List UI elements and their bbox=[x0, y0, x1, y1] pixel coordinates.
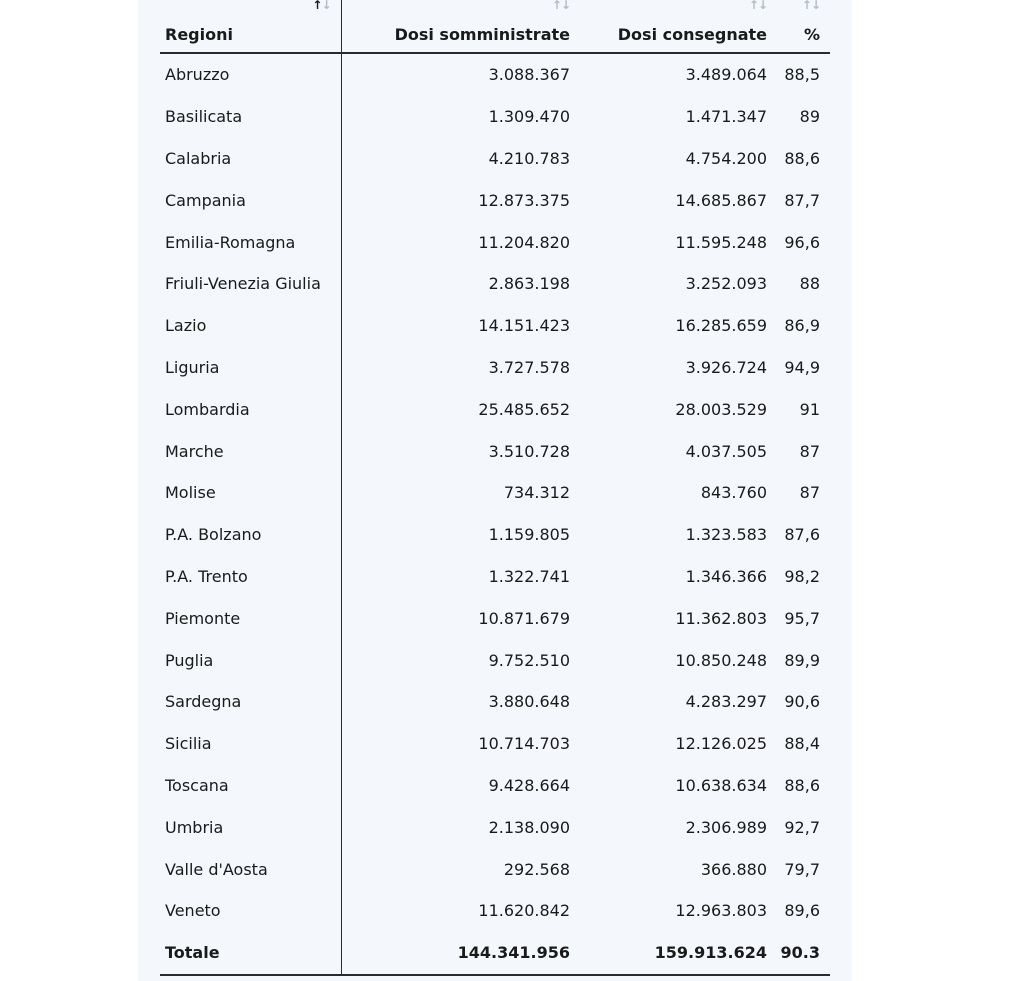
cell-region: Friuli-Venezia Giulia bbox=[160, 263, 341, 305]
cell-dosi-consegnate: 10.638.634 bbox=[675, 775, 767, 795]
cell-dosi-somministrate: 3.088.367 bbox=[488, 65, 570, 85]
cell-percent: 87 bbox=[799, 441, 820, 461]
cell-region: Calabria bbox=[160, 138, 341, 180]
table-row bbox=[160, 848, 830, 890]
cell-region: Lazio bbox=[160, 305, 341, 347]
cell-dosi-somministrate: 4.210.783 bbox=[488, 148, 570, 168]
cell-percent: 88,6 bbox=[784, 775, 820, 795]
table-row bbox=[160, 723, 830, 765]
table-row bbox=[160, 806, 830, 848]
vaccine-doses-table bbox=[160, 0, 830, 976]
cell-dosi-consegnate: 10.850.248 bbox=[675, 650, 767, 670]
table-row bbox=[160, 347, 830, 389]
cell-region: Liguria bbox=[160, 347, 341, 389]
cell-dosi-consegnate: 11.595.248 bbox=[675, 232, 767, 252]
cell-dosi-somministrate: 12.873.375 bbox=[478, 190, 570, 210]
cell-percent: 96,6 bbox=[784, 232, 820, 252]
cell-dosi-consegnate: 2.306.989 bbox=[685, 817, 767, 837]
table-row bbox=[160, 556, 830, 598]
cell-dosi-somministrate: 1.309.470 bbox=[488, 107, 570, 127]
cell-percent: 88,4 bbox=[784, 734, 820, 754]
cell-dosi-consegnate: 12.126.025 bbox=[675, 734, 767, 754]
cell-region: Valle d'Aosta bbox=[160, 848, 341, 890]
table-row bbox=[160, 430, 830, 472]
cell-region: Emilia-Romagna bbox=[160, 221, 341, 263]
cell-dosi-somministrate: 292.568 bbox=[503, 859, 570, 879]
total-cell-percent: 90.3 bbox=[777, 932, 830, 975]
sort-arrows-icon[interactable]: ↑↓ bbox=[801, 0, 820, 12]
column-header-dosi-consegnate[interactable] bbox=[580, 0, 777, 53]
cell-dosi-somministrate: 3.510.728 bbox=[488, 441, 570, 461]
table-row bbox=[160, 681, 830, 723]
cell-region: P.A. Bolzano bbox=[160, 514, 341, 556]
cell-dosi-somministrate: 14.151.423 bbox=[478, 316, 570, 336]
cell-region: Sicilia bbox=[160, 723, 341, 765]
cell-percent: 87 bbox=[799, 483, 820, 503]
column-header-label: % bbox=[803, 25, 820, 44]
table-row bbox=[160, 138, 830, 180]
cell-dosi-consegnate: 14.685.867 bbox=[675, 190, 767, 210]
total-cell-dosi-somministrate: 144.341.956 bbox=[341, 932, 580, 975]
cell-dosi-consegnate: 11.362.803 bbox=[675, 608, 767, 628]
cell-dosi-somministrate: 9.752.510 bbox=[488, 650, 570, 670]
cell-percent: 88,5 bbox=[784, 65, 820, 85]
table-row bbox=[160, 96, 830, 138]
cell-percent: 92,7 bbox=[784, 817, 820, 837]
table-row bbox=[160, 514, 830, 556]
cell-percent: 86,9 bbox=[784, 316, 820, 336]
table-row bbox=[160, 388, 830, 430]
cell-region: Piemonte bbox=[160, 597, 341, 639]
cell-dosi-consegnate: 1.346.366 bbox=[685, 566, 767, 586]
table-row bbox=[160, 263, 830, 305]
table-panel bbox=[138, 0, 852, 981]
cell-dosi-somministrate: 25.485.652 bbox=[478, 399, 570, 419]
cell-region: Marche bbox=[160, 430, 341, 472]
cell-region: Toscana bbox=[160, 765, 341, 807]
cell-dosi-somministrate: 2.863.198 bbox=[488, 274, 570, 294]
table-row bbox=[160, 179, 830, 221]
sort-arrows-icon[interactable]: ↑↓ bbox=[551, 0, 570, 12]
cell-region: Umbria bbox=[160, 806, 341, 848]
cell-dosi-somministrate: 11.620.842 bbox=[478, 901, 570, 921]
cell-percent: 88,6 bbox=[784, 148, 820, 168]
table-row bbox=[160, 890, 830, 932]
cell-dosi-somministrate: 10.871.679 bbox=[478, 608, 570, 628]
cell-dosi-consegnate: 3.926.724 bbox=[685, 357, 767, 377]
cell-percent: 87,7 bbox=[784, 190, 820, 210]
cell-percent: 89 bbox=[799, 107, 820, 127]
total-cell-dosi-consegnate: 159.913.624 bbox=[580, 932, 777, 975]
cell-dosi-somministrate: 2.138.090 bbox=[488, 817, 570, 837]
cell-dosi-somministrate: 9.428.664 bbox=[488, 775, 570, 795]
cell-percent: 87,6 bbox=[784, 525, 820, 545]
cell-region: Campania bbox=[160, 179, 341, 221]
table-row bbox=[160, 53, 830, 96]
column-header-label: Dosi consegnate bbox=[617, 25, 767, 44]
cell-percent: 88 bbox=[799, 274, 820, 294]
cell-dosi-consegnate: 1.323.583 bbox=[685, 525, 767, 545]
cell-percent: 91 bbox=[799, 399, 820, 419]
cell-dosi-somministrate: 1.159.805 bbox=[488, 525, 570, 545]
table-row bbox=[160, 221, 830, 263]
cell-dosi-somministrate: 10.714.703 bbox=[478, 734, 570, 754]
cell-dosi-consegnate: 12.963.803 bbox=[675, 901, 767, 921]
table-row bbox=[160, 597, 830, 639]
cell-dosi-consegnate: 366.880 bbox=[700, 859, 767, 879]
cell-dosi-consegnate: 4.754.200 bbox=[685, 148, 767, 168]
table-row bbox=[160, 639, 830, 681]
table-header-row bbox=[160, 0, 830, 53]
cell-percent: 89,9 bbox=[784, 650, 820, 670]
cell-region: Sardegna bbox=[160, 681, 341, 723]
cell-region: Basilicata bbox=[160, 96, 341, 138]
column-header-label: Dosi somministrate bbox=[394, 25, 570, 44]
sort-arrows-icon[interactable]: ↑↓ bbox=[748, 0, 767, 12]
cell-dosi-consegnate: 3.252.093 bbox=[685, 274, 767, 294]
column-header-percent[interactable] bbox=[777, 0, 830, 53]
sort-arrows-icon[interactable]: ↑↓ bbox=[312, 0, 331, 12]
cell-dosi-somministrate: 734.312 bbox=[503, 483, 570, 503]
cell-dosi-consegnate: 4.037.505 bbox=[685, 441, 767, 461]
table-row bbox=[160, 472, 830, 514]
cell-dosi-consegnate: 4.283.297 bbox=[685, 692, 767, 712]
cell-dosi-consegnate: 16.285.659 bbox=[675, 316, 767, 336]
cell-dosi-consegnate: 28.003.529 bbox=[675, 399, 767, 419]
table-row bbox=[160, 765, 830, 807]
cell-region: Molise bbox=[160, 472, 341, 514]
cell-percent: 98,2 bbox=[784, 566, 820, 586]
cell-region: Veneto bbox=[160, 890, 341, 932]
cell-dosi-somministrate: 3.727.578 bbox=[488, 357, 570, 377]
total-row bbox=[160, 932, 830, 975]
cell-region: Lombardia bbox=[160, 388, 341, 430]
cell-percent: 90,6 bbox=[784, 692, 820, 712]
cell-dosi-consegnate: 843.760 bbox=[700, 483, 767, 503]
cell-dosi-consegnate: 3.489.064 bbox=[685, 65, 767, 85]
cell-dosi-somministrate: 11.204.820 bbox=[478, 232, 570, 252]
cell-region: Puglia bbox=[160, 639, 341, 681]
cell-dosi-somministrate: 1.322.741 bbox=[488, 566, 570, 586]
total-cell-region: Totale bbox=[160, 932, 341, 975]
column-header-dosi-somministrate[interactable] bbox=[341, 0, 580, 53]
cell-region: P.A. Trento bbox=[160, 556, 341, 598]
cell-percent: 89,6 bbox=[784, 901, 820, 921]
cell-dosi-somministrate: 3.880.648 bbox=[488, 692, 570, 712]
cell-region: Abruzzo bbox=[160, 53, 341, 96]
cell-percent: 79,7 bbox=[784, 859, 820, 879]
table-row bbox=[160, 305, 830, 347]
cell-percent: 94,9 bbox=[784, 357, 820, 377]
column-header-regioni[interactable] bbox=[160, 0, 341, 53]
cell-percent: 95,7 bbox=[784, 608, 820, 628]
column-header-label: Regioni bbox=[165, 25, 233, 44]
cell-dosi-consegnate: 1.471.347 bbox=[685, 107, 767, 127]
